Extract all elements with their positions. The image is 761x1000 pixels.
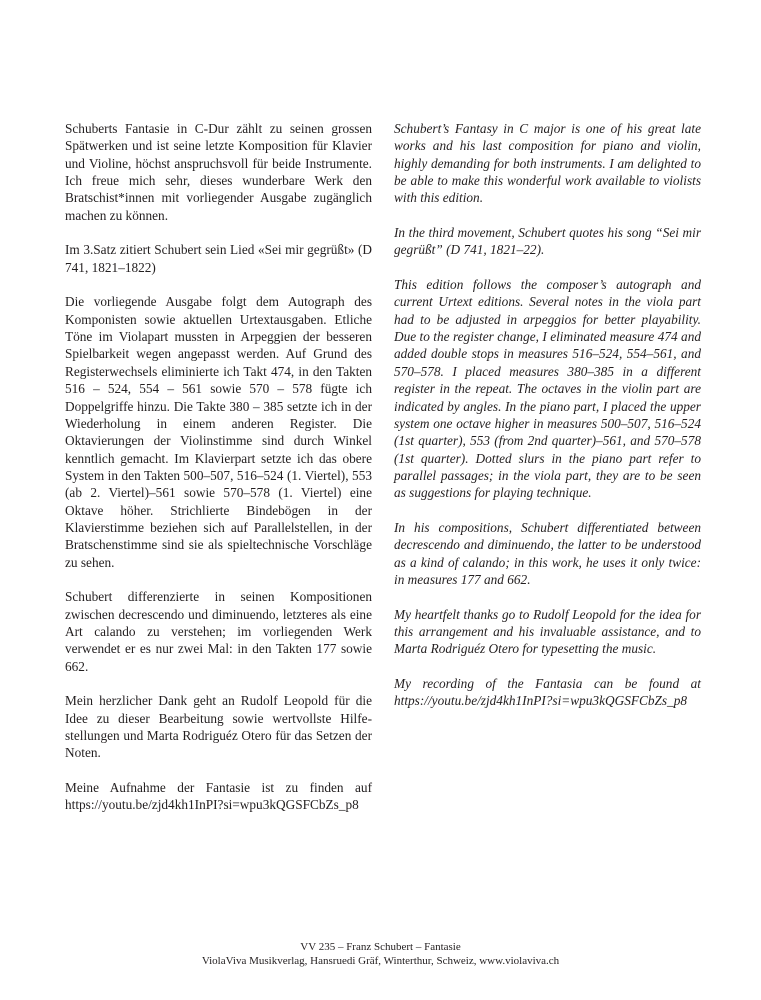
english-column — [394, 120, 701, 831]
footer-catalog-line: VV 235 – Franz Schubert – Fantasie — [300, 941, 461, 953]
page-footer — [0, 940, 761, 968]
paragraph-de-dynamics: Schubert differenzierte in seinen Kompositionen zwischen decrescendo und diminuendo, letzteres als eine Art calando zu verstehen; im vorliegenden Werk verwendet er es nur zwei Mal: in den Takten 177 sowie 662. — [65, 589, 372, 674]
paragraph-en-recording-url: My recording of the Fantasia can be found at https://youtu.be/zjd4kh1InPI?si=wpu3kQGSFCbZs_p8 — [394, 676, 701, 709]
german-column — [65, 120, 372, 831]
footer-publisher-line: ViolaViva Musikverlag, Hansruedi Gräf, Winterthur, Schweiz, www.violaviva.ch — [201, 955, 560, 967]
paragraph-de-thanks: Mein herzlicher Dank geht an Rudolf Leopold für die Idee zu dieser Bearbeitung sowie wertvollste Hilfestellungen und Marta Rodriguéz Otero für das Setzen der Noten. — [65, 693, 372, 761]
paragraph-en-edition-notes: This edition follows the composer’s autograph and current Urtext editions. Several notes in the viola part had to be adjusted in arpeggios for better playability. Due to the register change, I eliminated measure 474 and added double stops in measures 516–524, 554–561, and 570–578. I placed measures 380–385 in a different register in the repeat. The octaves in the violin part are indicated by angles. In the piano part, I placed the upper system one octave higher in measures 500–507, 516–524 (1st quarter), 553 (from 2nd quarter)–561, and 570–578 (1st quarter). Dotted slurs in the piano part refer to parallel passages; in the viola part, they are to be seen as suggestions for playing technique. — [394, 277, 701, 501]
paragraph-en-song-quote: In the third movement, Schubert quotes his song “Sei mir gegrüßt” (D 741, 1821–22). — [394, 225, 701, 258]
paragraph-de-song-quote: Im 3.Satz zitiert Schubert sein Lied «Sei mir gegrüßt» (D 741, 1821–1822) — [65, 242, 372, 275]
paragraph-de-recording-url: Meine Aufnahme der Fantasie ist zu finden auf https://youtu.be/zjd4kh1InPI?si=wpu3kQGSFCbZs_p8 — [65, 780, 372, 813]
paragraph-de-edition-notes: Die vorliegende Ausgabe folgt dem Autograph des Komponisten sowie aktuellen Urtextausgaben. Etliche Töne im Violapart mussten in Arpeggien der besseren Spielbarkeit wegen angepasst werden. Auf Grund des Registerwechsels eliminierte ich Takt 474, in den Takten 516 – 524, 554 – 561 sowie 570 – 578 fügte ich Doppelgriffe hinzu. Die Takte 380 – 385 setzte ich in der Wiederholung in einem anderen Register. Die Oktavierungen der Violinstimme sind durch Winkel kenntlich gemacht. Im Klavierpart setzte ich das obere System in den Takten 500–507, 516–524 (1. Viertel), 553 (ab 2. Viertel)–561 sowie 570–578 (1. Viertel) eine Oktave höher. Strichlierte Bindebögen in der Klavierstimme beziehen sich auf Parallelstellen, in der Bratschenstimme sind sie als spieltechnische Vorschläge zu sehen. — [65, 294, 372, 570]
paragraph-de-intro: Schuberts Fantasie in C-Dur zählt zu seinen grossen Spätwerken und ist seine letzte Komposition für Klavier und Violine, höchst anspruchsvoll für beide Instrumente. Ich freue mich sehr, dieses wunderbare Werk den Bratschist*innen mit vorliegender Ausgabe zugänglich machen zu können. — [65, 121, 372, 223]
two-column-text-block — [65, 120, 702, 831]
paragraph-en-intro: Schubert’s Fantasy in C major is one of his great late works and his last composition for piano and violin, highly demanding for both instruments. I am delighted to be able to make this wonderful work available to violists with this edition. — [394, 121, 701, 206]
paragraph-en-dynamics: In his compositions, Schubert differentiated between decrescendo and diminuendo, the latter to be understood as a kind of calando; in this work, he uses it only twice: in measures 177 and 662. — [394, 519, 701, 587]
paragraph-en-thanks: My heartfelt thanks go to Rudolf Leopold for the idea for this arrangement and his invaluable assistance, and to Marta Rodriguéz Otero for typesetting the music. — [394, 606, 701, 657]
